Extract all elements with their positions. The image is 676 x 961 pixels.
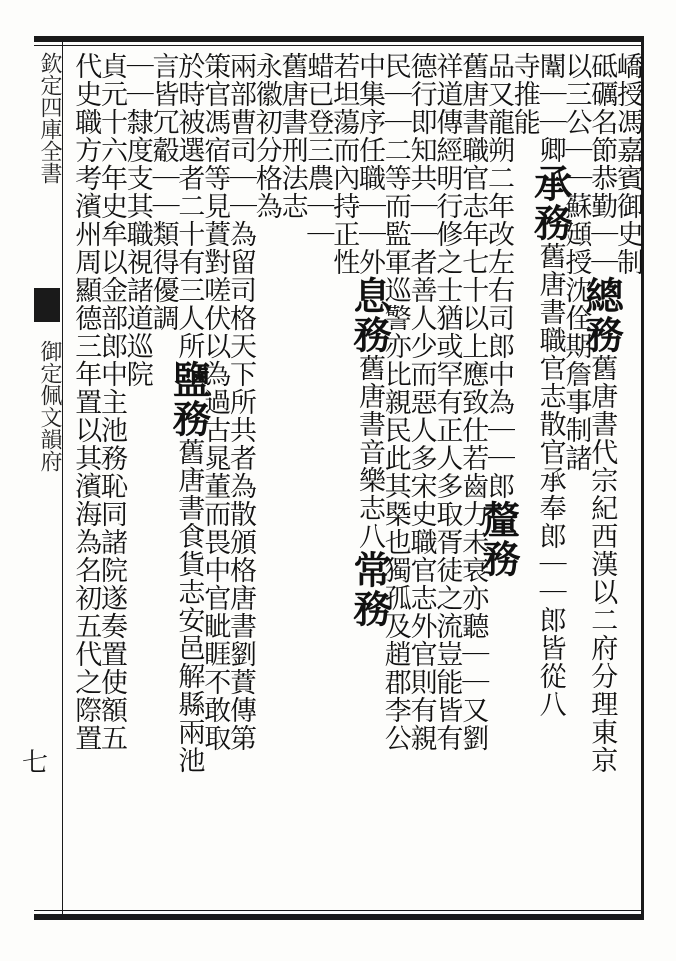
text-segment: 舊唐書職官志年七十以上應致仕若齒力未衰亦聽｜｜又劉 bbox=[457, 52, 489, 752]
text-segment: 以三公｜｜蘇頲授沈佺期詹事制諸 bbox=[560, 52, 592, 472]
top-border bbox=[34, 36, 644, 42]
text-segment: 言皆冗觳｜｜類得優調 bbox=[147, 52, 179, 332]
text-segment: 闈｜｜卿 bbox=[534, 52, 566, 164]
text-segment: 策官馮宿等見蕡對嗟伏以為過古晁董而畏中官眦睚不敢取 bbox=[199, 52, 231, 752]
text-segment: 祥道傳經明行修之士猶或罕有正人多取胥徒之流豈能皆有 bbox=[431, 52, 463, 752]
fold-mark bbox=[34, 288, 60, 322]
entry-headword: 釐務 bbox=[476, 500, 521, 578]
bottom-border bbox=[34, 914, 644, 920]
text-column bbox=[527, 52, 573, 718]
text-segment: 舊唐書音樂志八 bbox=[354, 354, 385, 550]
text-segment: 於時被選者二十有三人所 bbox=[173, 52, 205, 360]
text-segment: 代史職方考濱州周顯德三年置以其濱海為名初五代之際置 bbox=[70, 52, 102, 752]
top-border-thin bbox=[34, 45, 644, 46]
text-segment: 若坦蕩而內持正性 bbox=[328, 52, 360, 276]
entry-headword: 常務 bbox=[347, 550, 392, 628]
text-segment: 舊唐書職官志散官承奉郎｜｜郎皆從八 bbox=[534, 242, 566, 718]
bottom-border-thin bbox=[34, 910, 644, 911]
text-segment: 舊唐書代宗紀西漢以二府分理東京 bbox=[586, 354, 618, 774]
book-title: 欽定四庫全書 bbox=[37, 52, 62, 184]
text-column bbox=[70, 52, 100, 752]
page-number: 七 bbox=[22, 748, 49, 778]
text-segment: 舊唐書食貨志安邑解縣兩池 bbox=[173, 438, 205, 774]
section-title: 御定佩文韻府 bbox=[37, 340, 62, 472]
text-segment: 蜡已登三農｜｜ bbox=[302, 52, 334, 248]
text-segment: 寺推能 bbox=[508, 52, 540, 136]
entry-headword: 息務 bbox=[347, 276, 392, 354]
text-segment: 永徽初分格為 bbox=[250, 52, 282, 220]
text-segment: 民｜｜二等而監軍巡警亦比親民此其槩也獨孤及趙郡李公 bbox=[379, 52, 411, 752]
entry-headword: 鹽務 bbox=[166, 360, 212, 438]
entry-headword: 承務 bbox=[527, 164, 573, 242]
text-segment: 兩部曹司｜｜為留司格天下所共者為散頒格唐書劉蕡傳第 bbox=[225, 52, 256, 752]
text-segment: 品又龍朔二年改左右司郎中為｜｜郎 bbox=[483, 52, 514, 500]
text-segment: 德行即知共｜｜者善人少而惡人多宋史職官志外官則有親 bbox=[405, 52, 437, 752]
text-segment: 貞元十六年史牟以金部郎中主池務恥同諸院遂奏置使額五 bbox=[96, 52, 127, 752]
text-segment: 砥礪名節恭勤｜｜ bbox=[586, 52, 618, 276]
text-segment: ｜｜隸度支其職視諸道巡院 bbox=[121, 52, 153, 388]
entry-headword: 總務 bbox=[579, 276, 625, 354]
text-segment: 嶠授馮嘉賓御史制 bbox=[612, 52, 643, 276]
text-segment: 中集序任職｜｜外 bbox=[354, 52, 385, 276]
text-segment: 舊唐書刑法志 bbox=[276, 52, 308, 220]
